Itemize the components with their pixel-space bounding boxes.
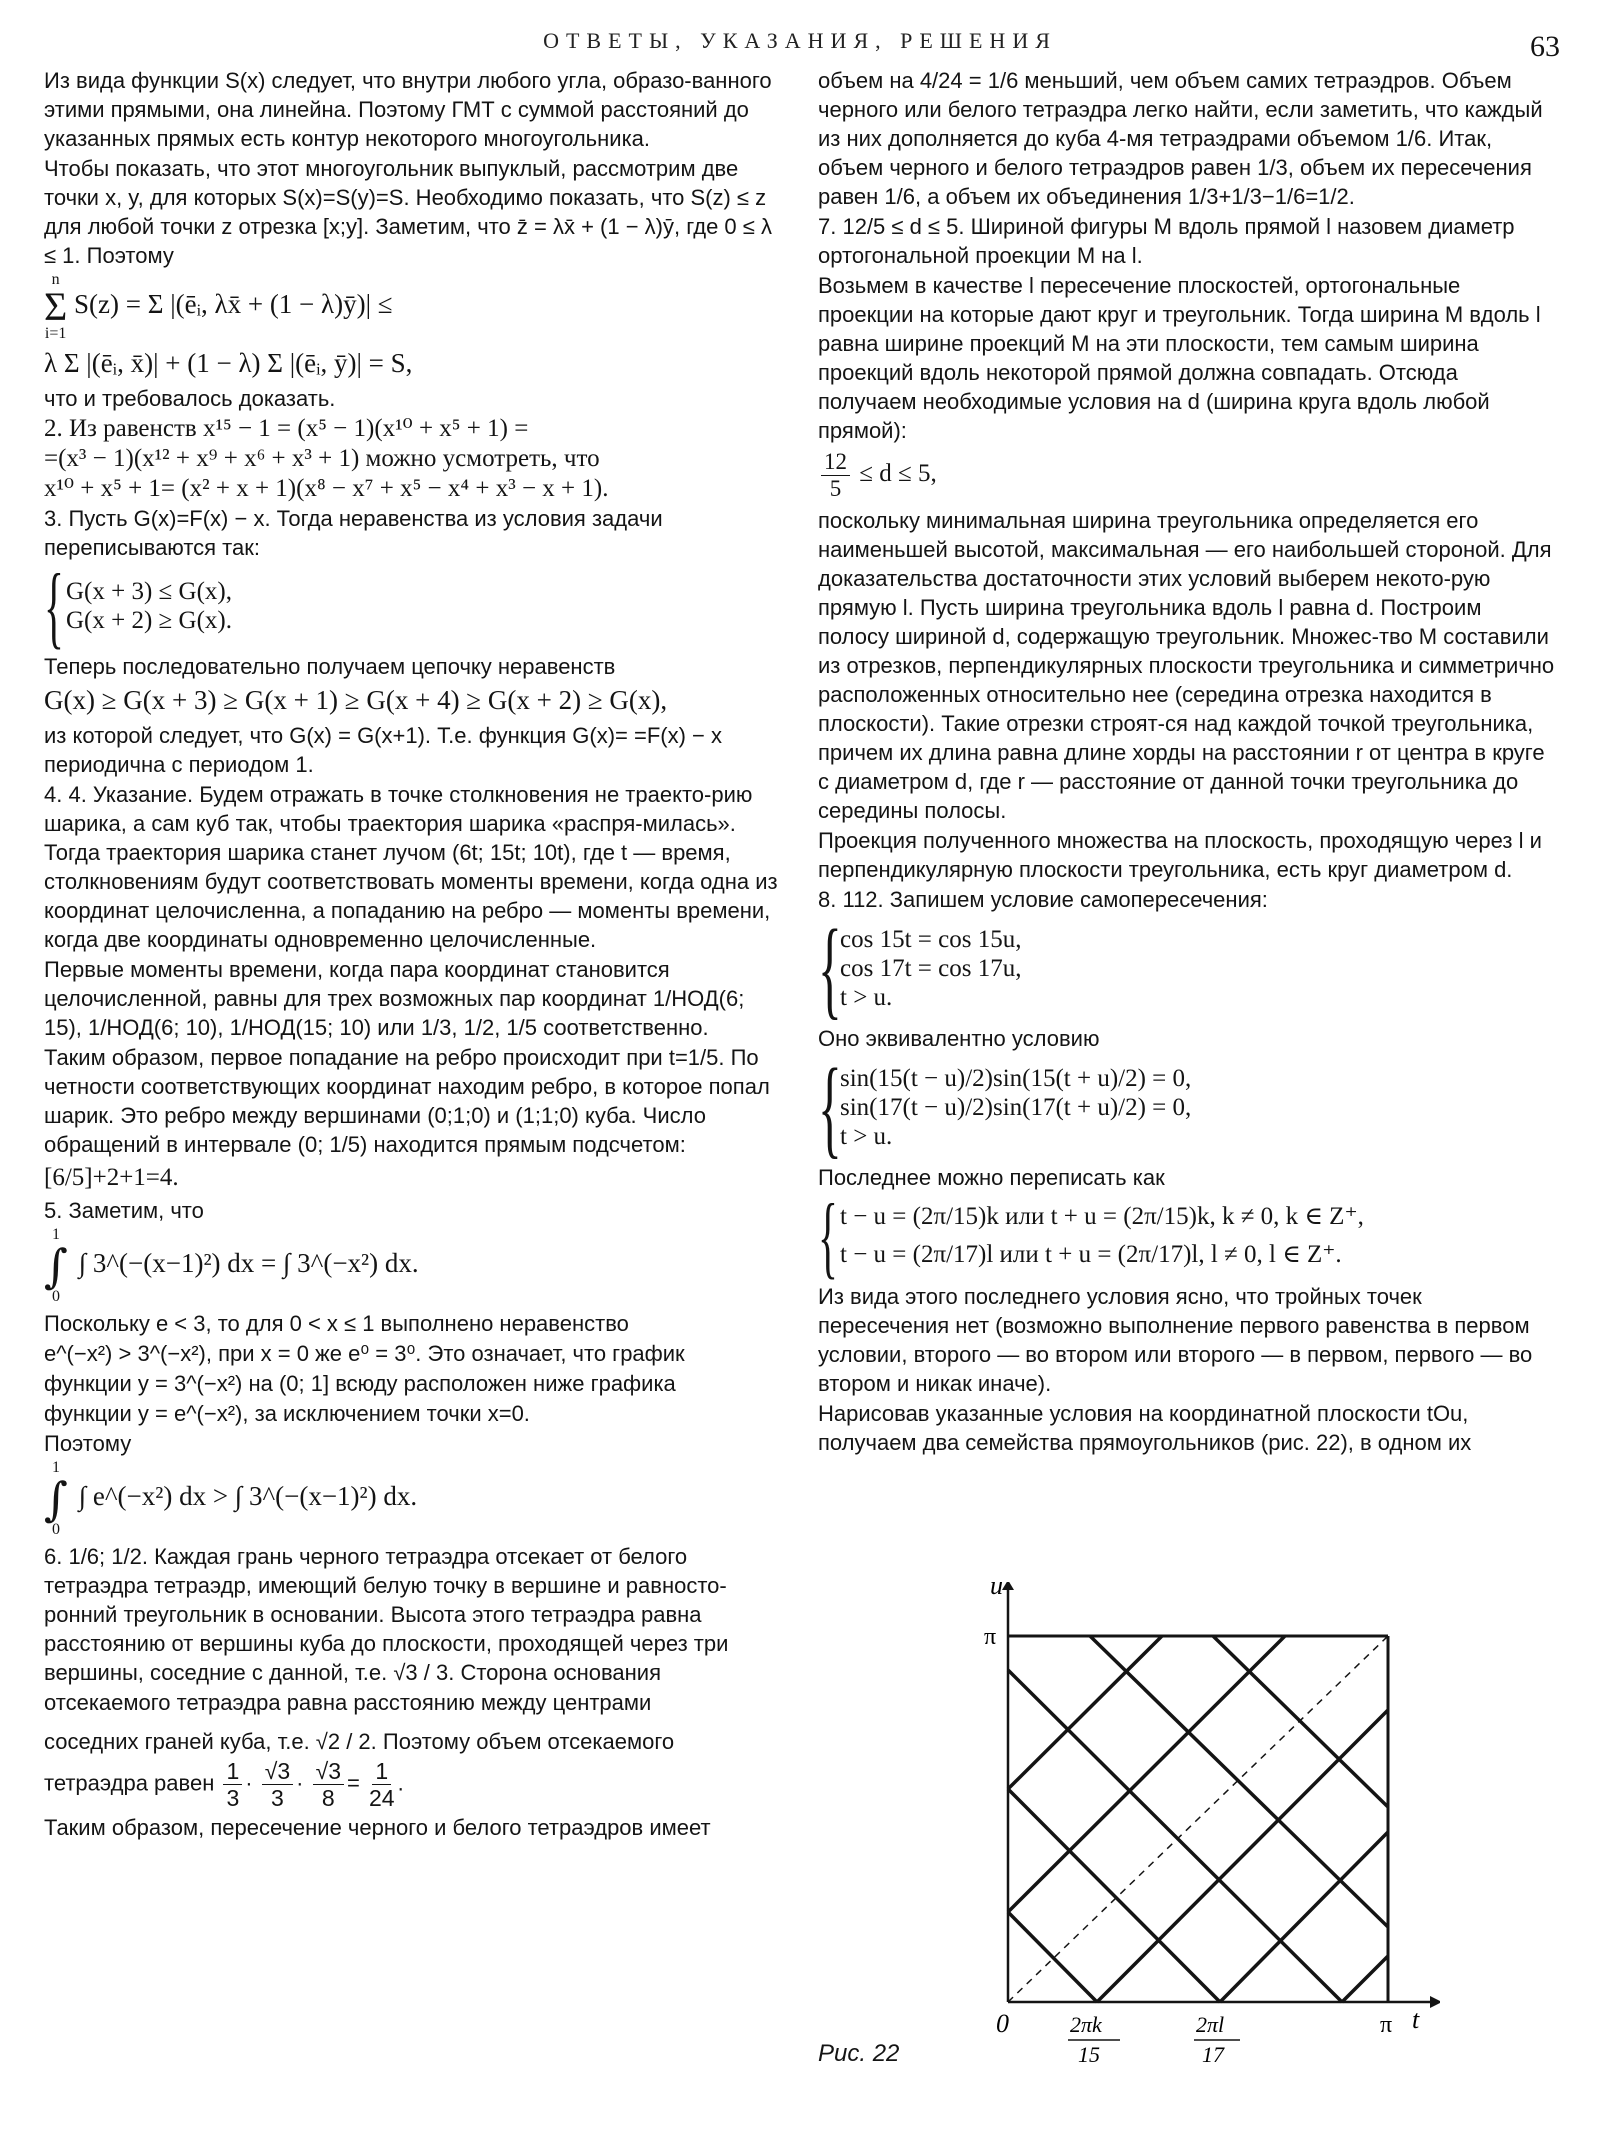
system-8a: [818, 907, 1558, 1029]
fraction: $\frac{√3}{8}$: [313, 1758, 344, 1811]
t-axis-arrow-icon: [1430, 1996, 1440, 2008]
pi-u-label: π: [984, 1624, 997, 1650]
integral-symbol: 1 ∫ 0: [44, 1459, 68, 1538]
formula-integral-1: 1 ∫ 0 ∫ 3^(−(x−1)²) dx = ∫ 3^(−x²) dx.: [44, 1226, 419, 1305]
figure-22-svg: [960, 1582, 1440, 2082]
axis-u-label: u: [990, 1582, 1003, 1600]
formula-width: $\frac{12}{5}$ ≤ d ≤ 5,: [818, 449, 1558, 502]
diagonal-t-equals-u: [1008, 1636, 1388, 2002]
running-title: ОТВЕТЫ, УКАЗАНИЯ, РЕШЕНИЯ: [543, 28, 1057, 53]
paragraph: Из вида этого последнего условия ясно, что тройных точек пересечения нет (возможно выполнение первого равенства в первом условии, второго — во втором или второго — в первом, первого — во втором и никак иначе).: [818, 1284, 1533, 1396]
paragraph: Теперь последовательно получаем цепочку неравенств: [44, 654, 616, 679]
paragraph: 4. 4. Указание. Будем отражать в точке столкновения не траекто-рию шарика, а сам куб так, чтобы траектория шарика «распря-милась». Тогда траектория шарика станет лучом (6t; 15t; 10t), где t — время, столкновениям будут соответствовать моменты времени, когда одна из координат целочисленна, а попаданию на ребро — моменты времени, когда две координаты одновременно целочисленные.: [44, 782, 778, 952]
brace: {: [818, 1046, 842, 1168]
paragraph: Последнее можно переписать как: [818, 1165, 1165, 1190]
paragraph: функции y = e^(−x²), за исключением точки x=0.: [44, 1401, 530, 1426]
paragraph: 7. 12/5 ≤ d ≤ 5. Шириной фигуры M вдоль прямой l назовем диаметр ортогональной проекции M на l.: [818, 214, 1515, 268]
formula-chain: G(x) ≥ G(x + 3) ≥ G(x + 1) ≥ G(x + 4) ≥ G(x + 2) ≥ G(x),: [44, 685, 668, 715]
paragraph: Из вида функции S(x) следует, что внутри любого угла, образо-ванного этими прямыми, она линейна. Поэтому ГМТ с суммой расстояний до указанных прямых есть контур некоторого многоугольника.: [44, 68, 772, 151]
system-8b: [818, 1046, 1558, 1168]
system-line: sin(17(t − u)/2)sin(17(t + u)/2) = 0,: [840, 1093, 1192, 1121]
paragraph: Проекция полученного множества на плоскость, проходящую через l и перпендикулярную плоскости треугольника, есть круг диаметром d.: [818, 828, 1542, 882]
paragraph: Таким образом, пересечение черного и белого тетраэдров имеет: [44, 1815, 711, 1840]
brace: {: [44, 555, 64, 657]
line-down: [1008, 1789, 1220, 2002]
paragraph: объем на 4/24 = 1/6 меньший, чем объем самих тетраэдров. Объем черного или белого тетраэдра легко найти, если заметить, что каждый из них дополняется до куба 4-мя тетраэдрами объемом 1/6. Итак, объем черного и белого тетраэдров равен 1/3, объем их пересечения равен 1/6, а объем их объединения 1/3+1/3−1/6=1/2.: [818, 68, 1543, 209]
paragraph: 6. 1/6; 1/2. Каждая грань черного тетраэдра отсекает от белого тетраэдра тетраэдр, имеющий белую точку в вершине и равносто-ронний треугольник в основании. Высота этого тетраэдра равна расстоянию от вершины куба до плоскости, проходящей через три вершины, соседние с данной, т.е. √3 / 3. Сторона основания: [44, 1544, 729, 1685]
system-line: G(x + 3) ≤ G(x),: [66, 578, 232, 605]
paragraph: поскольку минимальная ширина треугольника определяется его наименьшей высотой, максимальная — его наибольшей стороной. Для доказательства достаточности этих условий выберем некото-рую прямую l. Пусть ширина треугольника вдоль l равна d. Построим полосу шириной d, содержащую треугольник. Множес-тво M составили из отрезков, перпендикулярных плоскости треугольника и симметрично расположенных относительно нее (середина отрезка находится в плоскости). Такие отрезки строят-ся над каждой точкой треугольника, причем их длина равна длине хорды на расстоянии r от центра в круге с диаметром d, где r — расстояние от данной точки треугольника до середины полосы.: [818, 508, 1555, 823]
system-line: t − u = (2π/15)k или t + u = (2π/15)k, k ≠ 0, k ∈ Z⁺,: [840, 1203, 1364, 1230]
brace: {: [818, 1185, 838, 1287]
paragraph: из которой следует, что G(x) = G(x+1). Т.е. функция G(x)= =F(x) − x периодична с периодом 1.: [44, 723, 722, 777]
origin-label: 0: [996, 2009, 1009, 2038]
line-up: [1008, 1636, 1162, 1789]
fraction: $\frac{1}{24}$: [368, 1758, 395, 1811]
paragraph: Оно эквивалентно условию: [818, 1026, 1100, 1051]
left-column: [44, 66, 784, 1843]
paragraph: Таким образом, первое попадание на ребро происходит при t=1/5. По четности соответствующих координат находим ребро, в которое попал шарик. Это ребро между вершинами (0;1;0) и (1;1;0) куба. Число обращений в интервале (0; 1/5) находится прямым подсчетом:: [44, 1045, 770, 1157]
u-axis-arrow-icon: [1002, 1582, 1014, 1590]
system-3: [44, 555, 784, 657]
system-line: G(x + 2) ≥ G(x).: [66, 607, 232, 634]
paragraph: 8. 112. Запишем условие самопересечения:: [818, 887, 1268, 912]
line-up: [1097, 1710, 1388, 2002]
formula-line: =(x³ − 1)(x¹² + x⁹ + x⁶ + x³ + 1) можно усмотреть, что: [44, 445, 600, 472]
paragraph: что и требовалось доказать.: [44, 386, 336, 411]
figure-22: [960, 1582, 1440, 2082]
right-column: [818, 66, 1558, 1458]
line-up: [1220, 1832, 1388, 2002]
paragraph: соседних граней куба, т.е. √2 / 2. Поэтому объем отсекаемого: [44, 1729, 675, 1754]
tick-l-numerator: 2πl: [1196, 2012, 1225, 2037]
paragraph: функции y = 3^(−x²) на (0; 1] всюду расположен ниже графика: [44, 1371, 676, 1396]
line-up: [1342, 1956, 1388, 2002]
formula-line: 2. Из равенств x¹⁵ − 1 = (x⁵ − 1)(x¹⁰ + x⁵ + 1) =: [44, 415, 529, 442]
fraction: $\frac{1}{3}$: [223, 1758, 242, 1811]
pi-t-label: π: [1380, 2012, 1393, 2038]
system-line: cos 15t = cos 15u,: [840, 925, 1022, 953]
sum-symbol: n Σ i=1: [44, 271, 68, 342]
tick-k-numerator: 2πk: [1070, 2012, 1102, 2037]
system-line: t − u = (2π/17)l или t + u = (2π/17)l, l ≠ 0, l ∈ Z⁺.: [840, 1241, 1342, 1268]
system-line: sin(15(t − u)/2)sin(15(t + u)/2) = 0,: [840, 1064, 1192, 1092]
formula-sum-1: n Σ i=1 S(z) = Σ |(ēᵢ, λx̄ + (1 − λ)ȳ)| ≤: [44, 271, 393, 342]
paragraph: e^(−x²) > 3^(−x²), при x = 0 же e⁰ = 3⁰. Это означает, что график: [44, 1341, 685, 1366]
formula-line: x¹⁰ + x⁵ + 1= (x² + x + 1)(x⁸ − x⁷ + x⁵ − x⁴ + x³ − x + 1).: [44, 475, 609, 502]
fraction: $\frac{12}{5}$: [821, 449, 850, 502]
system-line: t > u.: [840, 983, 893, 1011]
brace: {: [818, 907, 842, 1029]
paragraph: Поскольку e < 3, то для 0 < x ≤ 1 выполнено неравенство: [44, 1311, 629, 1336]
tick-k-denominator: 15: [1078, 2042, 1100, 2067]
fraction: $\frac{√3}{3}$: [262, 1758, 293, 1811]
paragraph: Возьмем в качестве l пересечение плоскостей, ортогональные проекции на которые дают круг и треугольник. Тогда ширина M вдоль l равна ширине проекций M на эти плоскости, тем самым ширина проекций вдоль некоторой прямой должна совпадать. Отсюда получаем необходимые условия на d (ширина круга вдоль любой прямой):: [818, 273, 1541, 443]
paragraph: 5. Заметим, что: [44, 1198, 204, 1223]
formula-integral-2: 1 ∫ 0 ∫ e^(−x²) dx > ∫ 3^(−(x−1)²) dx.: [44, 1459, 418, 1538]
figure-caption: Рис. 22: [818, 2040, 900, 2067]
formula-volume: тетраэдра равен $\frac{1}{3}$ · $\frac{√3}{3}$ · $\frac{√3}{8}$ = $\frac{1}{24}$ .: [44, 1758, 404, 1811]
paragraph: Нарисовав указанные условия на координатной плоскости tOu, получаем два семейства прямоугольников (рис. 22), в одном их: [818, 1401, 1472, 1455]
paragraph: Чтобы показать, что этот многоугольник выпуклый, рассмотрим две точки x, y, для которых S(x)=S(y)=S. Необходимо показать, что S(z) ≤ z для любой точки z отрезка [x;y]. Заметим, что z̄ = λx̄ + (1 − λ)ȳ, где 0 ≤ λ ≤ 1. Поэтому: [44, 156, 772, 268]
system-line: t > u.: [840, 1122, 893, 1150]
paragraph: Первые моменты времени, когда пара координат становится целочисленной, равны для трех возможных пар координат 1/НОД(6; 15), 1/НОД(6; 10), 1/НОД(15; 10) или 1/3, 1/2, 1/5 соответственно.: [44, 957, 745, 1040]
formula-line: [6/5]+2+1=4.: [44, 1164, 179, 1191]
formula-sum-2: λ Σ |(ēᵢ, x̄)| + (1 − λ) Σ |(ēᵢ, ȳ)| = S,: [44, 348, 413, 378]
line-up: [1008, 1636, 1285, 1912]
paragraph: 3. Пусть G(x)=F(x) − x. Тогда неравенства из условия задачи переписываются так:: [44, 506, 663, 560]
paragraph: Поэтому: [44, 1431, 132, 1456]
tick-l-denominator: 17: [1202, 2042, 1224, 2067]
paragraph: отсекаемого тетраэдра равна расстоянию между центрами: [44, 1690, 652, 1715]
page-number: 63: [1530, 30, 1560, 63]
system-8c: [818, 1185, 1558, 1287]
system-line: cos 17t = cos 17u,: [840, 954, 1022, 982]
integral-symbol: 1 ∫ 0: [44, 1226, 68, 1305]
axis-t-label: t: [1412, 2005, 1420, 2034]
